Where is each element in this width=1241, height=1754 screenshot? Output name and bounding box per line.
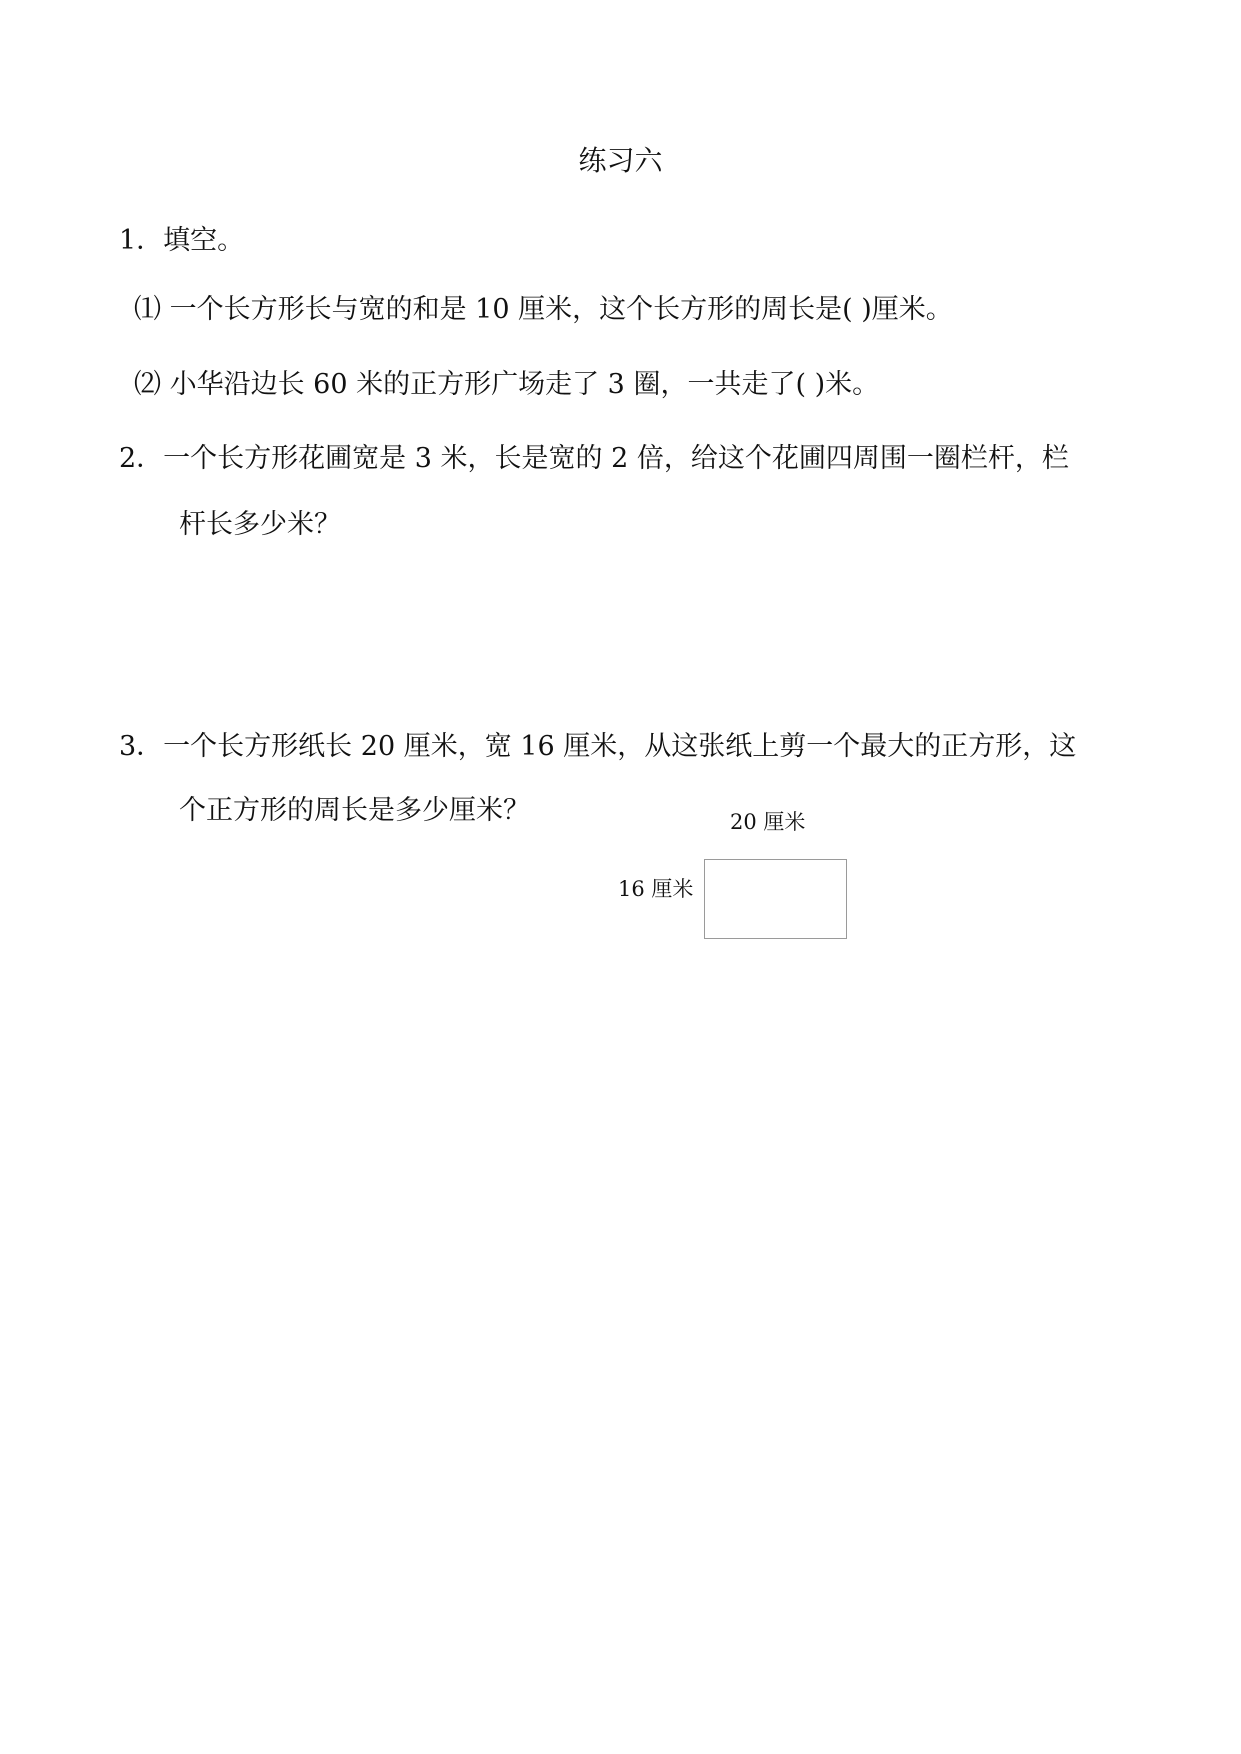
question-3-line-2: 个正方形的周长是多少厘米？ [179, 795, 530, 826]
rectangle-length-label: 20 厘米 [730, 810, 806, 834]
rectangle-width-label: 16 厘米 [618, 877, 694, 901]
paper-rectangle-figure [704, 859, 847, 939]
question-1-sub-2: ⑵ 小华沿边长 60 米的正方形广场走了 3 圈，一共走了( )米。 [134, 369, 880, 400]
page-title: 练习六 [578, 144, 663, 177]
question-2-line-2: 杆长多少米？ [179, 509, 341, 540]
question-2-line-1: 2．一个长方形花圃宽是 3 米，长是宽的 2 倍，给这个花圃四周围一圈栏杆，栏 [119, 443, 1069, 474]
question-1-heading: 1．填空。 [119, 225, 245, 256]
question-1-sub-1: ⑴ 一个长方形长与宽的和是 10 厘米，这个长方形的周长是( )厘米。 [134, 294, 953, 325]
question-3-line-1: 3．一个长方形纸长 20 厘米，宽 16 厘米，从这张纸上剪一个最大的正方形，这 [119, 731, 1077, 762]
